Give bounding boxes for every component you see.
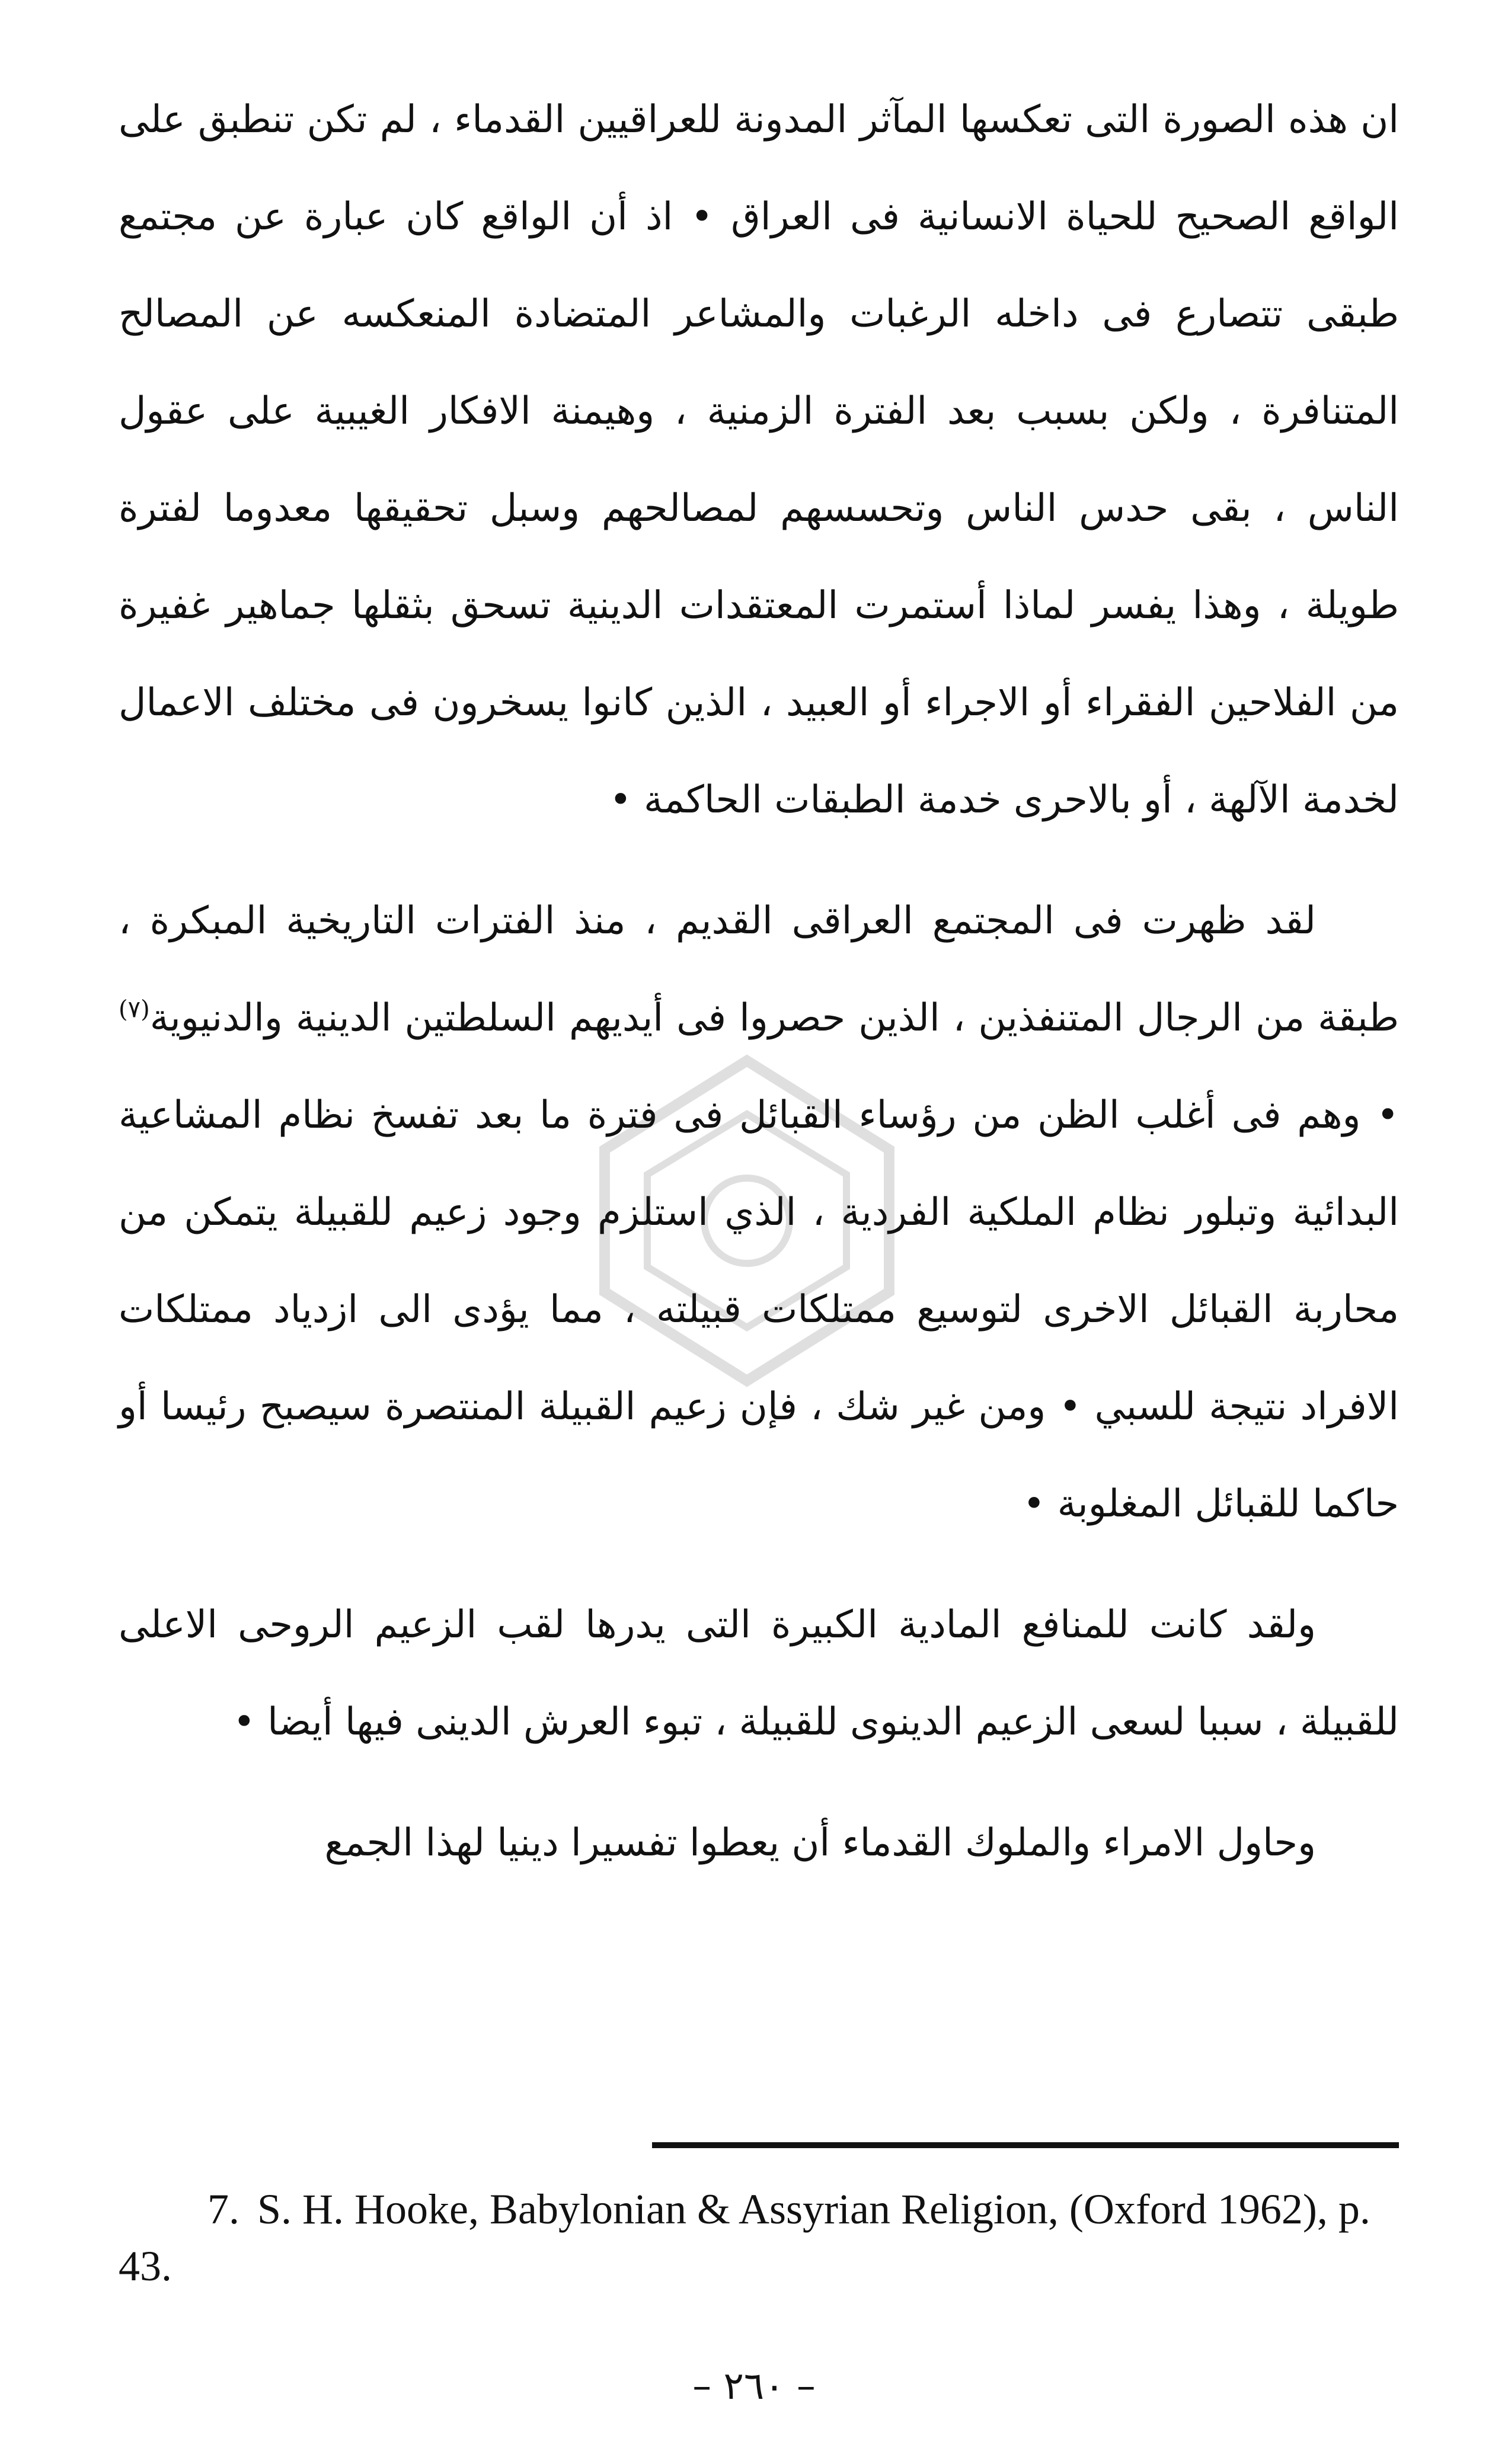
footnote-number: 7. xyxy=(207,2185,239,2233)
footnote-divider xyxy=(652,2142,1399,2148)
footnote xyxy=(119,2181,1399,2295)
paragraph-2-text-after-note: • وهم فى أغلب الظن من رؤساء القبائل فى فترة ما بعد تفسخ نظام المشاعية البدائية وتبلور نظام الملكية الفردية ، الذي استلزم وجود زعيم للقبيلة يتمكن من محاربة القبائل الاخرى لتوسيع ممتلكات قبيلته ، مما يؤدى الى ازدياد ممتلكات الافراد نتيجة للسبي • ومن غير شك ، فإن زعيم القبيلة المنتصرة سيصبح رئيسا أو حاكما للقبائل المغلوبة • xyxy=(119,1093,1400,1526)
paragraph-1: ان هذه الصورة التى تعكسها المآثر المدونة للعراقيين القدماء ، لم تكن تنطبق على الواقع الصحيح للحياة الانسانية فى العراق • اذ أن الواقع كان عبارة عن مجتمع طبقى تتصارع فى داخله الرغبات والمشاعر المتضادة المنعكسه عن المصالح المتنافرة ، ولكن بسبب بعد الفترة الزمنية ، وهيمنة الافكار الغيبية على عقول الناس ، بقى حدس الناس وتحسسهم لمصالحهم وسبل تحقيقها معدوما لفترة طويلة ، وهذا يفسر لماذا أستمرت المعتقدات الدينية تسحق بثقلها جماهير غفيرة من الفلاحين الفقراء أو الاجراء أو العبيد ، الذين كانوا يسخرون فى مختلف الاعمال لخدمة الآلهة ، أو بالاحرى خدمة الطبقات الحاكمة • xyxy=(119,98,1400,822)
paragraph-2-text-before-note: لقد ظهرت فى المجتمع العراقى القديم ، منذ الفترات التاريخية المبكرة ، طبقة من الرجال المتنفذين ، الذين حصروا فى أيديهم السلطتين الدينية والدنيوية xyxy=(119,899,1399,1040)
footnote-reference-7[interactable]: (٧) xyxy=(119,996,150,1023)
paragraph-4: وحاول الامراء والملوك القدماء أن يعطوا تفسيرا دينيا لهذا الجمع xyxy=(324,1821,1316,1865)
main-text xyxy=(119,71,1399,1892)
paragraph-2 xyxy=(119,872,1399,1553)
paragraph-3: ولقد كانت للمنافع المادية الكبيرة التى يدرها لقب الزعيم الروحى الاعلى للقبيلة ، سببا لسعى الزعيم الدينوى للقبيلة ، تبوء العرش الدينى فيها أيضا • xyxy=(119,1603,1399,1744)
page-number: – ٢٦٠ – xyxy=(692,2364,816,2408)
footnote-text: S. H. Hooke, Babylonian & Assyrian Religion, (Oxford 1962), p. 43. xyxy=(119,2185,1370,2290)
